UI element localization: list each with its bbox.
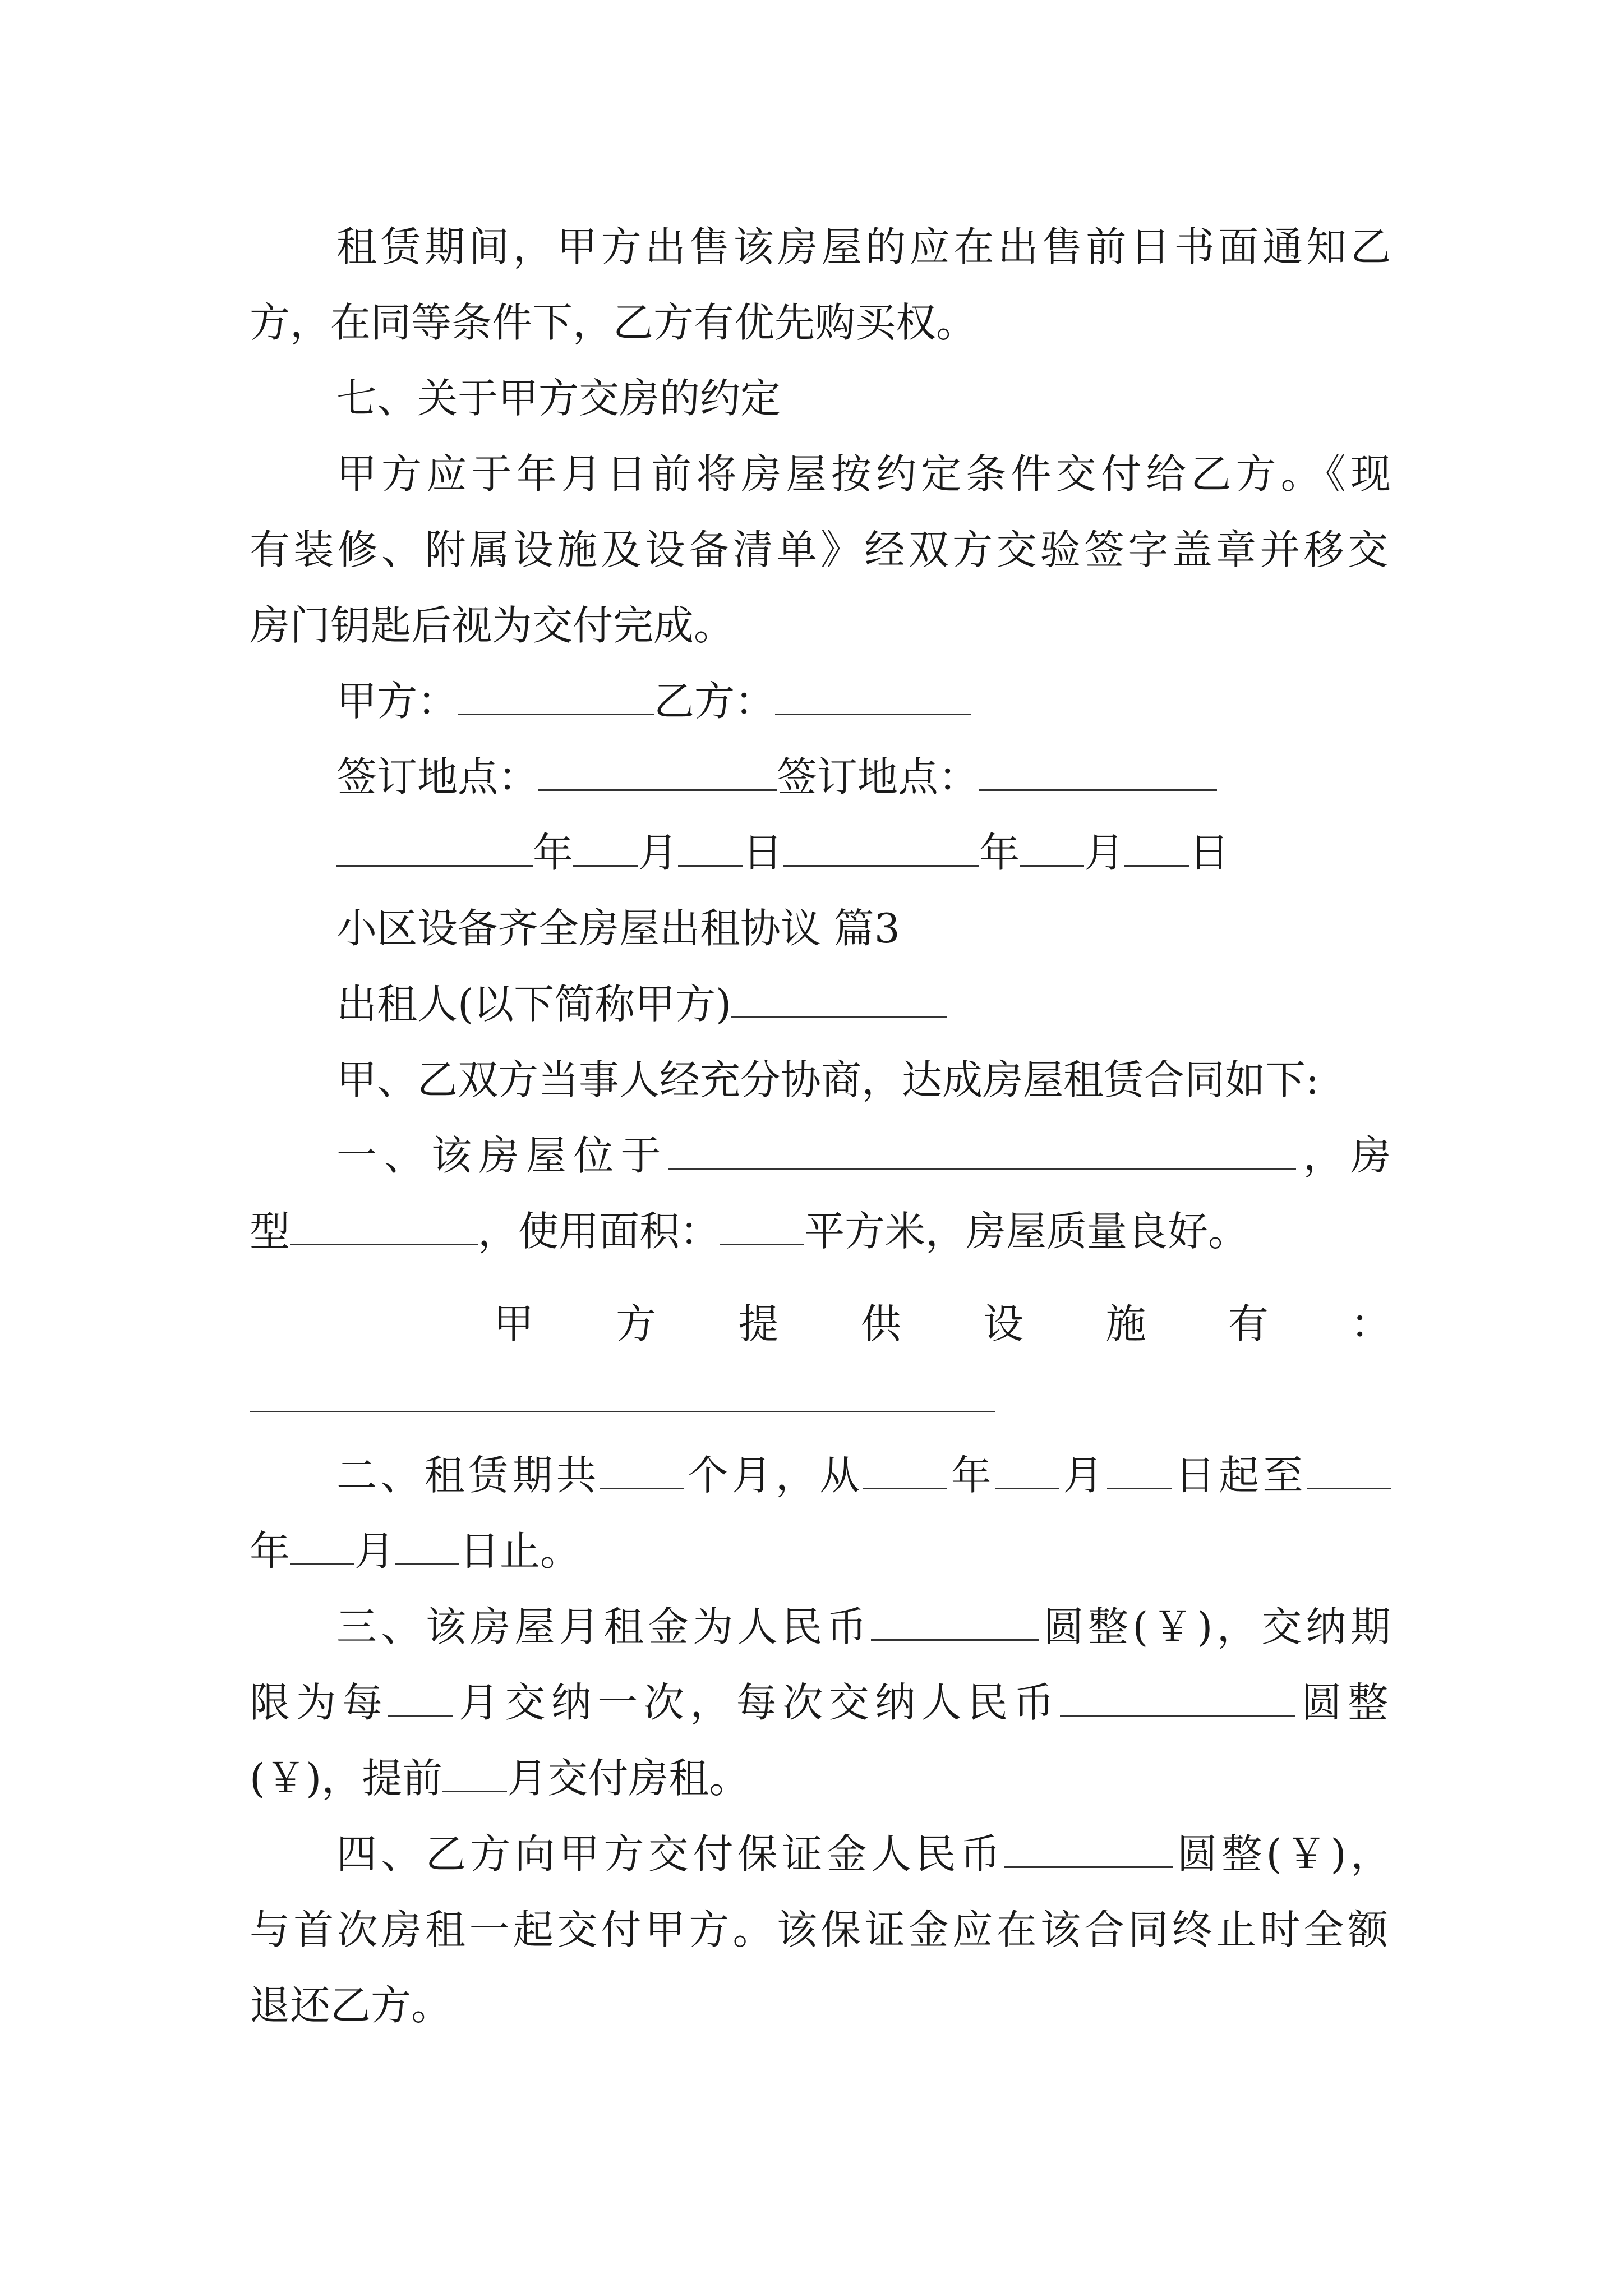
start-day-label: 日起至 (1171, 1452, 1307, 1499)
year-a-blank (336, 830, 533, 867)
party-a-label: 甲方： (336, 678, 458, 725)
day-b-blank (1124, 830, 1189, 867)
party-a-blank (458, 679, 654, 715)
clause-1-line-1 (336, 1128, 1391, 1184)
month-a-blank (573, 830, 638, 867)
clause-4-line-2: 与首次房租一起交付甲方。该保证金应在该合同终止时全额 (250, 1906, 1388, 1953)
month-a-label: 月 (638, 829, 679, 876)
year-b-label: 年 (979, 829, 1020, 876)
facilities-line (494, 1296, 1391, 1352)
year-b-blank (783, 830, 979, 867)
end-year-blank (1307, 1453, 1391, 1489)
deposit-label: 四、乙方向甲方交付保证金人民币 (336, 1830, 1005, 1878)
month-b-blank (1020, 830, 1084, 867)
payment-period-label: 限为每 (250, 1679, 389, 1726)
facilities-blank (250, 1411, 995, 1412)
clause-1-line-2 (250, 1203, 1388, 1259)
para-line-1: 租赁期间，甲方出售该房屋的应在出售前日书面通知乙 (336, 223, 1391, 270)
clause-3-line-1 (336, 1599, 1391, 1655)
para-line-4: 甲方应于年月日前将房屋按约定条件交付给乙方。《现 (336, 450, 1391, 498)
area-label: ，使用面积： (478, 1208, 721, 1255)
signing-place-a-label: 签订地点： (336, 753, 539, 800)
term-months-blank (600, 1453, 684, 1489)
clause-2-line-1 (336, 1447, 1391, 1503)
layout-label-start: ，房 (1296, 1132, 1391, 1179)
end-day-label: 日止。 (459, 1527, 581, 1575)
clause-2-line-2 (250, 1523, 1388, 1579)
end-day-blank (395, 1529, 459, 1565)
day-a-label: 日 (743, 829, 783, 876)
lessor-line (336, 976, 1391, 1032)
facilities-char: 施 (1105, 1300, 1146, 1347)
facilities-char: 方 (616, 1300, 657, 1347)
start-month-blank (995, 1453, 1059, 1489)
area-blank (720, 1209, 804, 1245)
lessor-label: 出租人(以下简称甲方) (336, 981, 732, 1028)
facilities-char: 提 (738, 1300, 779, 1347)
signature-line (336, 673, 1391, 729)
date-line (336, 825, 1391, 881)
signing-place-a-blank (538, 754, 777, 791)
term-from-label: 个月，从 (684, 1452, 864, 1499)
clause-4-line-1 (336, 1826, 1391, 1882)
layout-blank (290, 1209, 478, 1245)
signing-place-b-label: 签订地点： (777, 753, 979, 800)
signing-place-line (336, 749, 1391, 805)
para-line-2: 方，在同等条件下，乙方有优先购买权。 (250, 299, 977, 346)
location-blank (668, 1133, 1296, 1170)
preamble-line: 甲、乙双方当事人经充分协商，达成房屋租赁合同如下: (336, 1056, 1320, 1103)
start-month-label: 月 (1059, 1452, 1107, 1499)
payment-amount-blank (1060, 1680, 1295, 1717)
rent-label: 三、该房屋月租金为人民币 (336, 1603, 872, 1650)
facilities-char: 供 (860, 1300, 901, 1347)
para-line-6: 房门钥匙后视为交付完成。 (250, 602, 735, 649)
area-unit-text: 平方米，房屋质量良好。 (804, 1208, 1249, 1255)
para-line-5: 有装修、附属设施及设备清单》经双方交验签字盖章并移交 (250, 526, 1388, 573)
end-month-blank (290, 1529, 354, 1565)
clause-3-line-2 (250, 1674, 1388, 1731)
payment-amount-label: 月交纳一次，每次交纳人民币 (453, 1679, 1061, 1726)
facilities-char: 有 (1228, 1300, 1269, 1347)
rent-amount-blank (871, 1604, 1039, 1641)
location-label: 一、该房屋位于 (336, 1132, 668, 1179)
advance-label: (￥)，提前 (250, 1755, 443, 1802)
section-heading-7: 七、关于甲方交房的约定 (336, 375, 781, 422)
end-month-label: 月 (354, 1527, 395, 1575)
party-b-blank (775, 679, 971, 715)
party-b-label: 乙方： (654, 678, 776, 725)
advance-text: 月交付房租。 (507, 1755, 750, 1802)
advance-months-blank (442, 1756, 507, 1792)
layout-label-end: 型 (250, 1208, 291, 1255)
start-day-blank (1107, 1453, 1172, 1489)
clause-3-line-3 (250, 1750, 1388, 1806)
month-b-label: 月 (1084, 829, 1125, 876)
lessor-blank (731, 982, 947, 1018)
deposit-amount-blank (1004, 1832, 1173, 1868)
term-label: 二、租赁期共 (336, 1452, 600, 1499)
facilities-char: 甲 (494, 1300, 534, 1347)
payment-unit-text: 圆整 (1295, 1679, 1388, 1726)
day-a-blank (678, 830, 743, 867)
rent-unit-text: 圆整(￥)，交纳期 (1039, 1603, 1391, 1650)
end-year-label: 年 (250, 1527, 291, 1575)
facilities-char: 设 (983, 1300, 1024, 1347)
payment-period-blank (388, 1680, 453, 1717)
signing-place-b-blank (979, 754, 1217, 791)
start-year-blank (863, 1453, 947, 1489)
start-year-label: 年 (947, 1452, 995, 1499)
clause-4-line-3: 退还乙方。 (250, 1982, 452, 2029)
day-b-label: 日 (1189, 829, 1230, 876)
agreement-title: 小区设备齐全房屋出租协议 篇3 (336, 905, 900, 952)
facilities-char: ： (1350, 1300, 1391, 1347)
year-a-label: 年 (533, 829, 574, 876)
deposit-unit-text: 圆整(￥)， (1173, 1830, 1391, 1878)
